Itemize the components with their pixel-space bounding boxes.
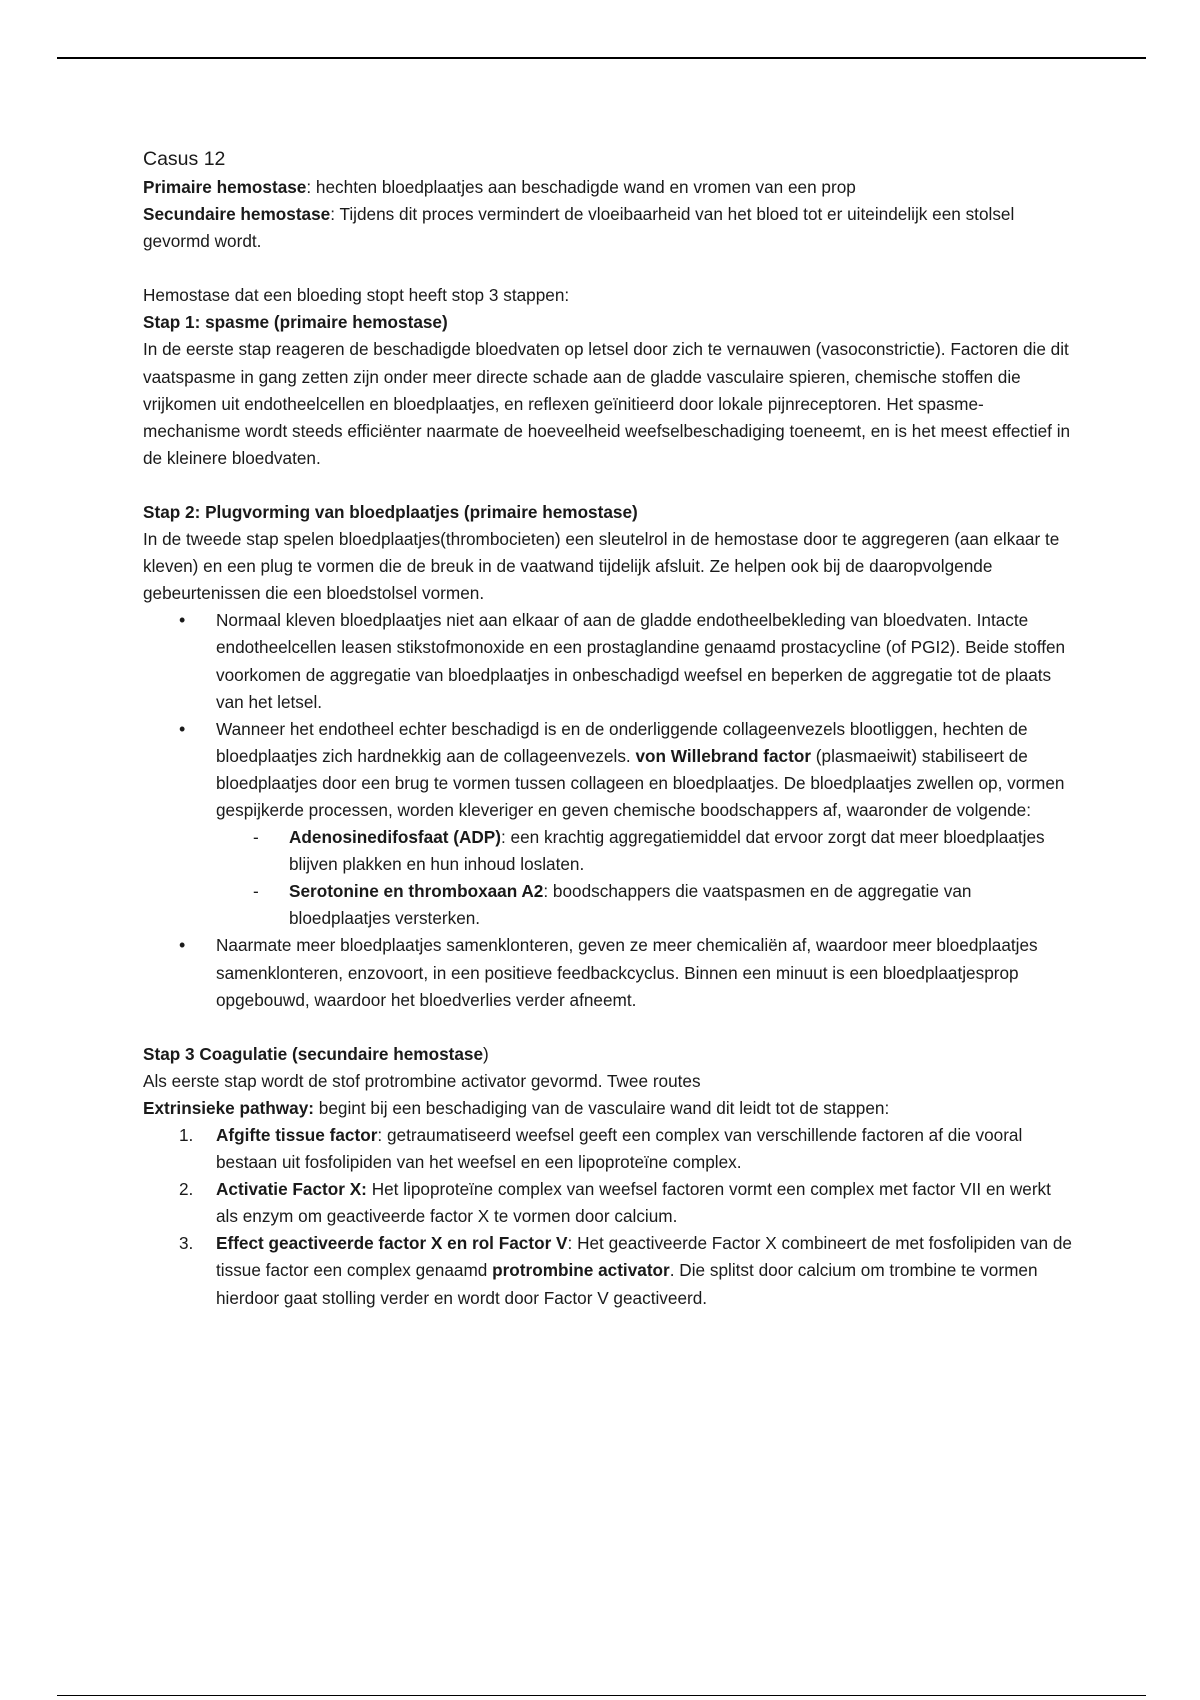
item-number: 3. [179,1233,194,1254]
step3-line: Als eerste stap wordt de stof protrombine activator gevormd. Twee routes [143,1070,701,1091]
item-term: Activatie Factor X: [216,1179,367,1200]
item-term: Afgifte tissue factor [216,1125,378,1145]
intro-secundaire [143,201,1073,255]
step1-body: In de eerste stap reageren de beschadigde bloedvaten op letsel door zich te vernauwen (vasoconstrictie). Factoren die dit vaatspasme in gang zetten zijn onder meer directe schade aan de gladde vasculaire spieren, chemische stoffen die vrijkomen uit endotheelcellen en bloedplaatjes, en reflexen geïnitieerd door lokale pijnreceptoren. Het spasme-mechanisme wordt steeds efficiënter naarmate de hoeveelheid weefselbeschadiging toeneemt, en is het meest effectief in de kleinere bloedvaten. [143,339,1071,468]
step3-heading-tail: ) [483,1043,489,1064]
step2-bullet-list [143,607,1073,1013]
footer-rule [57,1695,1146,1696]
numbered-item [179,1176,1073,1230]
numbered-item [179,1230,1073,1311]
item-text: Het lipoproteïne complex van weefsel factoren vormt een complex met factor VII en werkt als enzym om geactiveerde factor X te vormen door calcium. [216,1179,1051,1227]
pathway-line [143,1095,1073,1122]
sub-text: : boodschappers die vaatspasmen en de aggregatie van bloedplaatjes versterken. [289,881,972,929]
page-title: Casus 12 [143,148,226,170]
list-item [216,716,1073,933]
sub-term: Serotonine en thromboxaan A2 [289,881,544,902]
spacer [143,472,1073,499]
list-item [216,932,1073,1013]
intro-term: Secundaire hemostase [143,204,331,225]
step2-heading-text: Stap 2: Plugvorming van bloedplaatjes (primaire hemostase) [143,501,638,522]
step3-heading-text: Stap 3 Coagulatie (secundaire hemostase [143,1043,484,1064]
item-number: 2. [179,1179,194,1200]
bullet-text: Naarmate meer bloedplaatjes samenklonteren, geven ze meer chemicaliën af, waardoor meer bloedplaatjes samenklonteren, enzovoort, in een positieve feedbackcyclus. Binnen een minuut is een bloedplaatjesprop opgebouwd, waardoor het bloedverlies verder afneemt. [216,935,1038,1010]
numbered-item [179,1122,1073,1176]
step1-heading-text: Stap 1: spasme (primaire hemostase) [143,312,448,333]
step3-heading [143,1041,1073,1068]
bullet-text: Normaal kleven bloedplaatjes niet aan elkaar of aan de gladde endotheelbekleding van bloedvaten. Intacte endotheelcellen leasen stikstofmonoxide en een prostaglandine genaamd prostacycline (of PGI2). Beide stoffen voorkomen de aggregatie van bloedplaatjes in onbeschadigd weefsel en beperken de aggregatie tot de plaats van het letsel. [216,610,1066,712]
sub-term: Adenosinedifosfaat (ADP) [289,827,501,848]
item-text: . Die splitst door calcium om trombine te vormen hierdoor gaat stolling verder en wordt door Factor V geactiveerd. [216,1260,1038,1308]
pathway-text: begint bij een beschadiging van de vasculaire wand dit leidt tot de stappen: [314,1097,890,1118]
intro-term: Primaire hemostase [143,177,307,197]
step2-heading [143,499,1073,526]
header-rule [57,57,1146,59]
item-text: : getraumatiseerd weefsel geeft een complex van verschillende factoren af die vooral bestaan uit fosfolipiden van het weefsel en een lipoproteïne complex. [216,1125,1023,1173]
bullet-text: (plasmaeiwit) stabiliseert de bloedplaatjes door een brug te vormen tussen collageen en bloedplaatjes. De bloedplaatjes zwellen op, vormen gespijkerde processen, worden kleveriger en geven chemische boodschappers af, waaronder de volgende: [216,745,1065,820]
list-item [216,607,1073,715]
intro-primaire [143,174,1073,201]
sub-list-item [289,824,1073,878]
bullet-text: Wanneer het endotheel echter beschadigd is en de onderliggende collageenvezels blootliggen, hechten de bloedplaatjes zich hardnekkig aan de collageenvezels. [216,718,1028,766]
step2-body: In de tweede stap spelen bloedplaatjes(thrombocieten) een sleutelrol in de hemostase door te aggregeren (aan elkaar te kleven) en een plug te vormen die de breuk in de vaatwand tijdelijk afsluit. Ze helpen ook bij de daaropvolgende gebeurtenissen die een bloedstolsel vormen. [143,529,1060,604]
sub-list [216,824,1073,932]
spacer [143,255,1073,282]
bullet-term: von Willebrand factor [635,745,812,766]
item-text: : Het geactiveerde Factor X combineert de met fosfolipiden van de tissue factor een complex genaamd [216,1233,1072,1281]
sub-list-item [289,878,1073,932]
document-body [143,144,1073,1312]
step1-heading [143,309,1073,336]
pathway-term: Extrinsieke pathway: [143,1097,314,1118]
sub-text: : een krachtig aggregatiemiddel dat ervoor zorgt dat meer bloedplaatjes blijven plakken en hun inhoud loslaten. [289,827,1045,875]
intro-text: : Tijdens dit proces vermindert de vloeibaarheid van het bloed tot er uiteindelijk een stolsel gevormd wordt. [143,204,1015,252]
item-number: 1. [179,1125,194,1145]
intro-text: : hechten bloedplaatjes aan beschadigde wand en vromen van een prop [306,177,856,197]
step3-numbered-list [143,1122,1073,1312]
item-term: Effect geactiveerde factor X en rol Factor V [216,1233,568,1254]
overview-text: Hemostase dat een bloeding stopt heeft stop 3 stappen: [143,285,570,306]
item-term: protrombine activator [492,1260,670,1281]
spacer [143,1014,1073,1041]
